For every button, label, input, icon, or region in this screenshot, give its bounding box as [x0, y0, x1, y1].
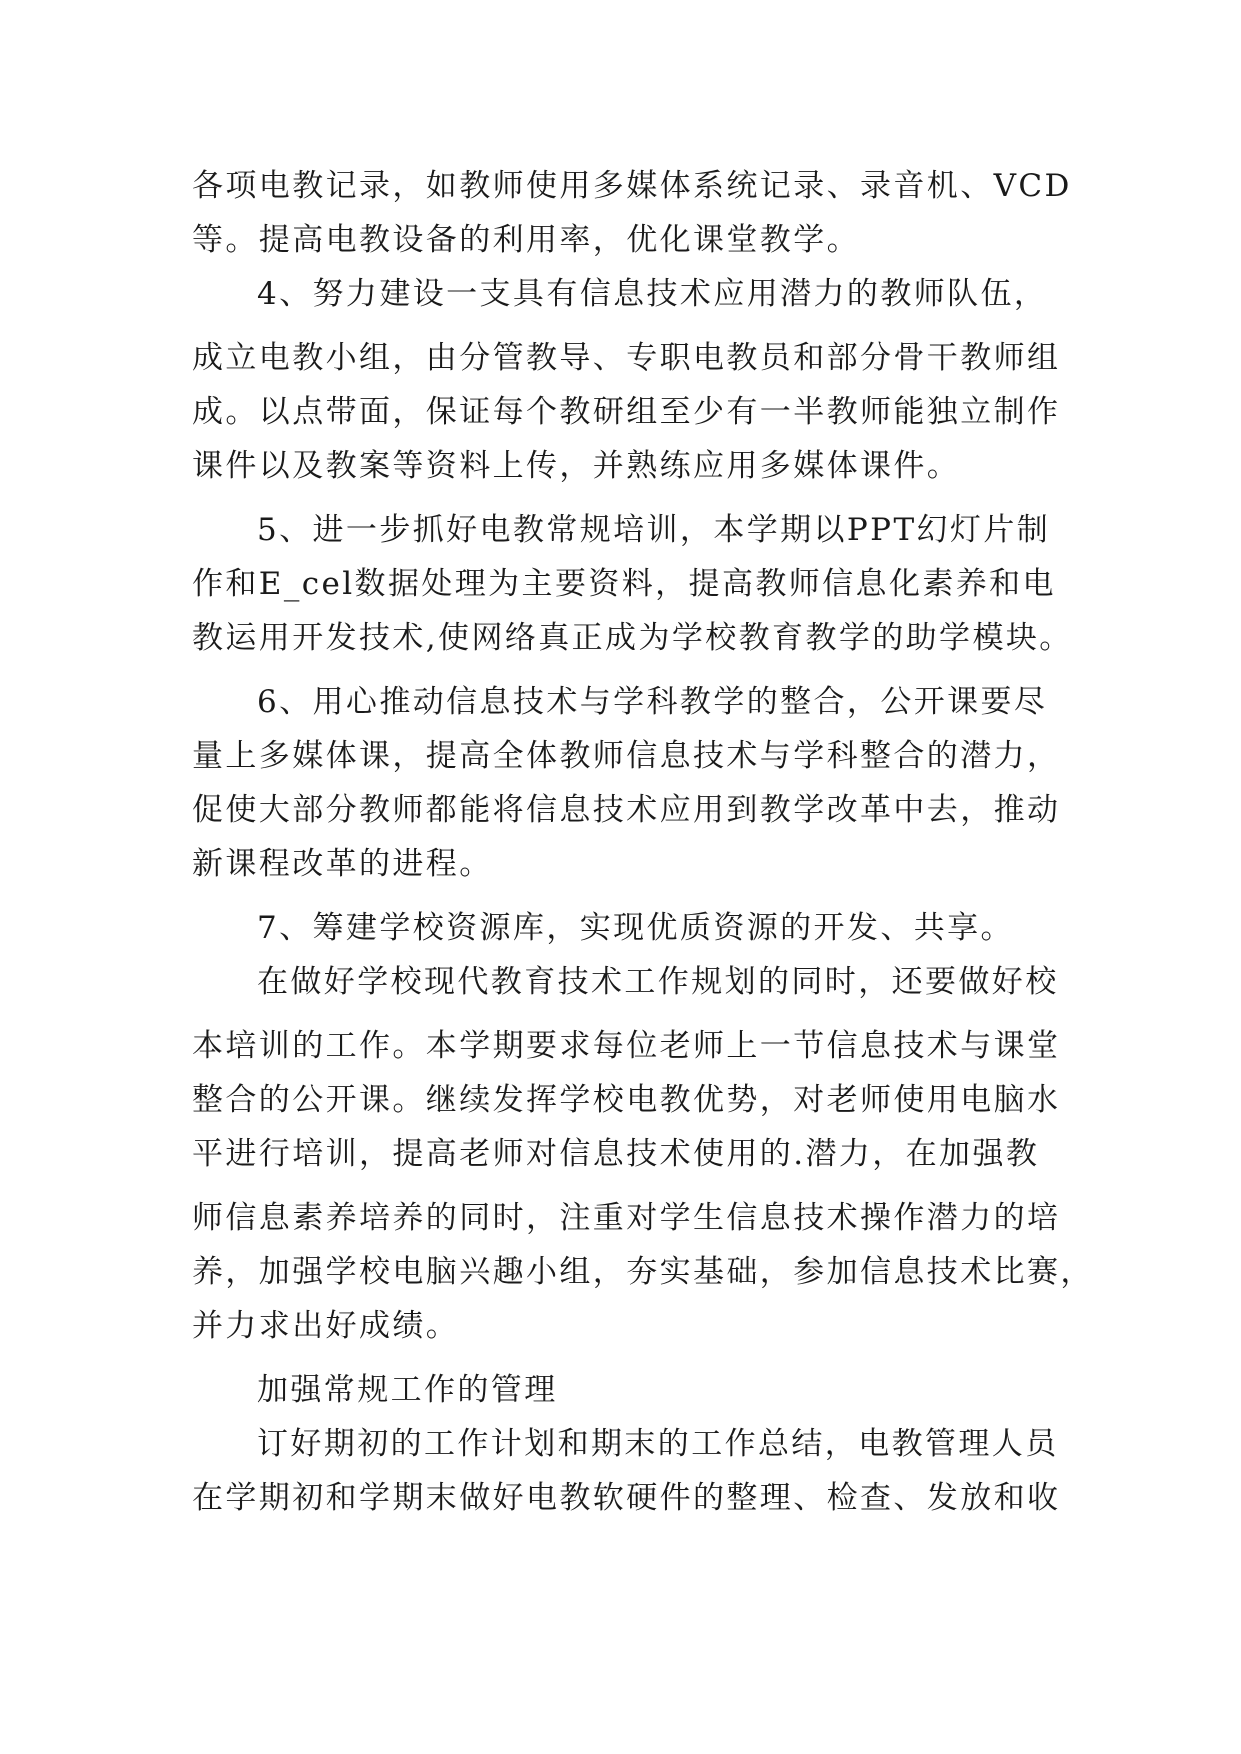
text-line: 养，加强学校电脑兴趣小组，夯实基础，参加信息技术比赛， — [192, 1254, 1094, 1290]
text-line: 订好期初的工作计划和期末的工作总结，电教管理人员 — [257, 1426, 1059, 1462]
text-line: 整合的公开课。继续发挥学校电教优势，对老师使用电脑水 — [192, 1082, 1061, 1118]
text-line: 新课程改革的进程。 — [192, 846, 493, 882]
text-line: 5、进一步抓好电教常规培训，本学期以PPT幻灯片制 — [257, 512, 1051, 548]
text-line: 课件以及教案等资料上传，并熟练应用多媒体课件。 — [192, 448, 961, 484]
text-line: 促使大部分教师都能将信息技术应用到教学改革中去，推动 — [192, 792, 1061, 828]
text-line: 本培训的工作。本学期要求每位老师上一节信息技术与课堂 — [192, 1028, 1061, 1064]
text-line: 教运用开发技术,使网络真正成为学校教育教学的助学模块。 — [192, 620, 1073, 656]
text-line: 并力求出好成绩。 — [192, 1308, 460, 1344]
text-line: 量上多媒体课，提高全体教师信息技术与学科整合的潜力， — [192, 738, 1061, 774]
text-line: 等。提高电教设备的利用率，优化课堂教学。 — [192, 222, 860, 258]
section-heading: 加强常规工作的管理 — [257, 1372, 558, 1408]
text-line: 师信息素养培养的同时，注重对学生信息技术操作潜力的培 — [192, 1200, 1061, 1236]
text-line: 平进行培训，提高老师对信息技术使用的.潜力，在加强教 — [192, 1136, 1040, 1172]
text-line: 成。以点带面，保证每个教研组至少有一半教师能独立制作 — [192, 394, 1061, 430]
text-line: 6、用心推动信息技术与学科教学的整合，公开课要尽 — [257, 684, 1048, 720]
text-line: 成立电教小组，由分管教导、专职电教员和部分骨干教师组 — [192, 340, 1061, 376]
text-line: 作和E_cel数据处理为主要资料，提高教师信息化素养和电 — [192, 566, 1056, 602]
text-line: 7、筹建学校资源库，实现优质资源的开发、共享。 — [257, 910, 1014, 946]
text-line: 各项电教记录，如教师使用多媒体系统记录、录音机、VCD — [192, 168, 1072, 204]
text-line: 在学期初和学期末做好电教软硬件的整理、检查、发放和收 — [192, 1480, 1061, 1516]
text-line: 4、努力建设一支具有信息技术应用潜力的教师队伍， — [257, 276, 1048, 312]
text-line: 在做好学校现代教育技术工作规划的同时，还要做好校 — [257, 964, 1059, 1000]
